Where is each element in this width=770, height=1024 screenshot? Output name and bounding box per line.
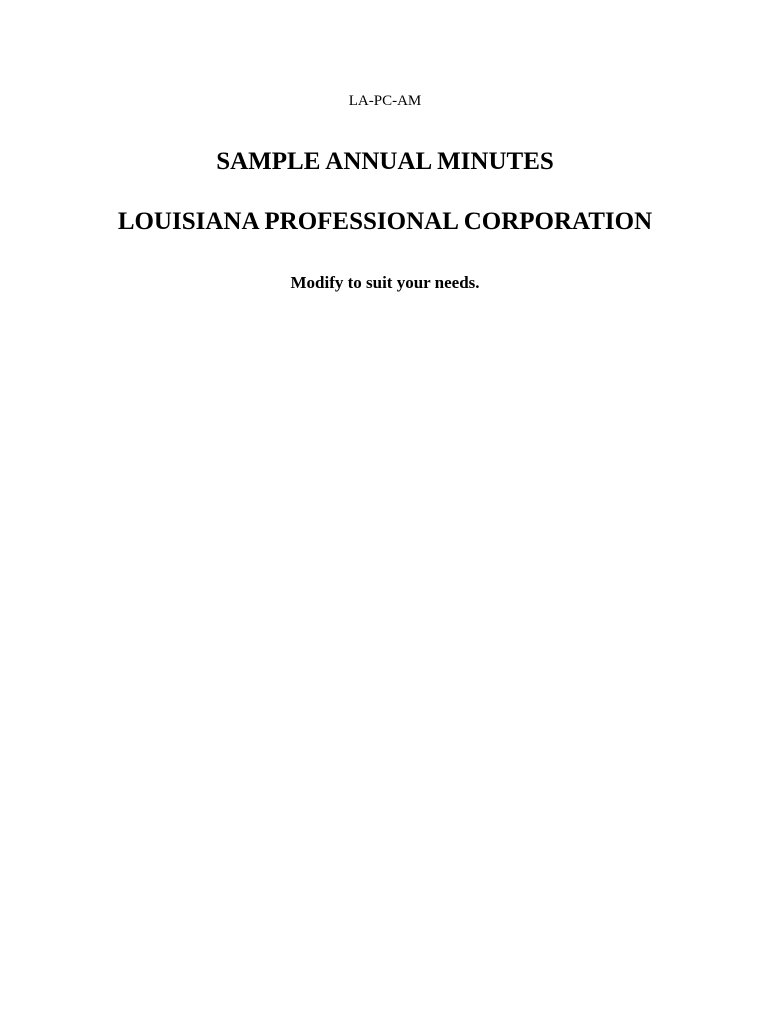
document-code: LA-PC-AM xyxy=(348,93,422,109)
document-title: SAMPLE ANNUAL MINUTES xyxy=(216,148,554,175)
document-note: Modify to suit your needs. xyxy=(290,273,480,292)
document-subtitle: LOUISIANA PROFESSIONAL CORPORATION xyxy=(117,208,653,235)
